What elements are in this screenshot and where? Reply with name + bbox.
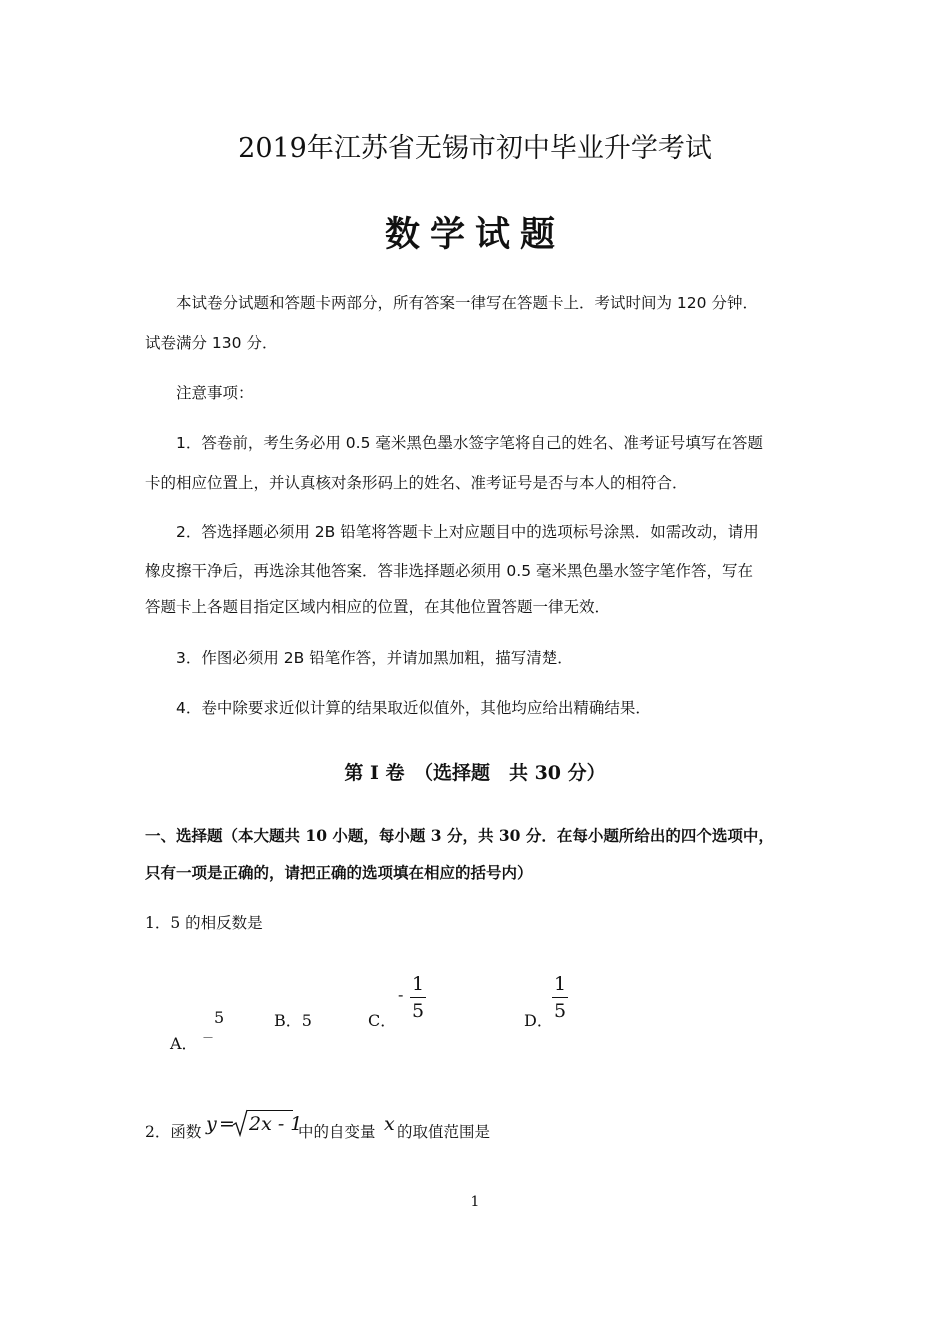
intro-line-1: 本试卷分试题和答题卡两部分，所有答案一律写在答题卡上．考试时间为 120 分钟． (176, 294, 758, 312)
q1-option-d-numerator: 1 (553, 973, 567, 995)
exam-subtitle: 数学试题 (384, 215, 565, 255)
question-2-middle: 中的自变量 (298, 1123, 376, 1141)
q1-option-c-denominator: 5 (411, 1000, 425, 1022)
q1-option-a-value: 5 (214, 1008, 225, 1027)
notes-heading: 注意事项： (176, 384, 254, 402)
q2-radicand: 2x - 1 (249, 1113, 303, 1135)
note-2-line-2: 橡皮擦干净后，再选涂其他答案．答非选择题必须用 0.5 毫米黑色墨水签字笔作答，写在 (145, 562, 754, 580)
part-1-header (145, 826, 774, 846)
sqrt-vinculum (247, 1110, 293, 1111)
sqrt-icon (232, 1109, 248, 1137)
q2-equals: = (219, 1113, 235, 1135)
exam-title: 2019年江苏省无锡市初中毕业升学考试 (238, 133, 712, 164)
part-1-label: 一、选择题 (145, 827, 223, 845)
note-4: 4．卷中除要求近似计算的结果取近似值外，其他均应给出精确结果． (176, 699, 651, 717)
page-number: 1 (470, 1194, 480, 1210)
part-1-desc-line-2: 只有一项是正确的，请把正确的选项填在相应的括号内） (145, 864, 533, 882)
q1-option-c-fraction (410, 972, 426, 1023)
note-2-line-3: 答题卡上各题目指定区域内相应的位置，在其他位置答题一律无效． (145, 598, 611, 616)
intro-line-2: 试卷满分 130 分． (145, 334, 278, 352)
q2-function-y: y (206, 1113, 217, 1135)
q1-option-a-sign: － (202, 1031, 215, 1045)
q1-option-a-label: A． (170, 1034, 198, 1053)
q1-option-b: B．5 (274, 1011, 312, 1030)
note-1-line-2: 卡的相应位置上，并认真核对条形码上的姓名、准考证号是否与本人的相符合． (145, 474, 688, 492)
note-1-line-1: 1．答卷前，考生务必用 0.5 毫米黑色墨水签字笔将自己的姓名、准考证号填写在答题 (176, 434, 763, 452)
note-3: 3．作图必须用 2B 铅笔作答，并请加黑加粗，描写清楚． (176, 649, 573, 667)
q2-variable-x: x (384, 1113, 395, 1135)
part-1-desc-line-1: （本大题共 10 小题，每小题 3 分，共 30 分．在每小题所给出的四个选项中， (222, 826, 774, 845)
q1-option-d-fraction (552, 972, 568, 1023)
section-title: 第 I 卷 （选择题 共 30 分） (344, 762, 606, 784)
fraction-bar (410, 997, 426, 998)
q1-option-c-label: C． (368, 1011, 397, 1030)
q1-option-d-label: D． (524, 1011, 553, 1030)
note-2-line-1: 2．答选择题必须用 2B 铅笔将答题卡上对应题目中的选项标号涂黑．如需改动，请用 (176, 523, 759, 541)
fraction-bar (552, 997, 568, 998)
q1-option-d-denominator: 5 (553, 1000, 567, 1022)
question-2-suffix: 的取值范围是 (397, 1123, 491, 1141)
question-2-prefix: 2．函数 (145, 1123, 202, 1141)
q1-option-c-sign: - (398, 985, 404, 1004)
question-1-stem: 1．5 的相反数是 (145, 914, 263, 932)
q1-option-c-numerator: 1 (411, 973, 425, 995)
